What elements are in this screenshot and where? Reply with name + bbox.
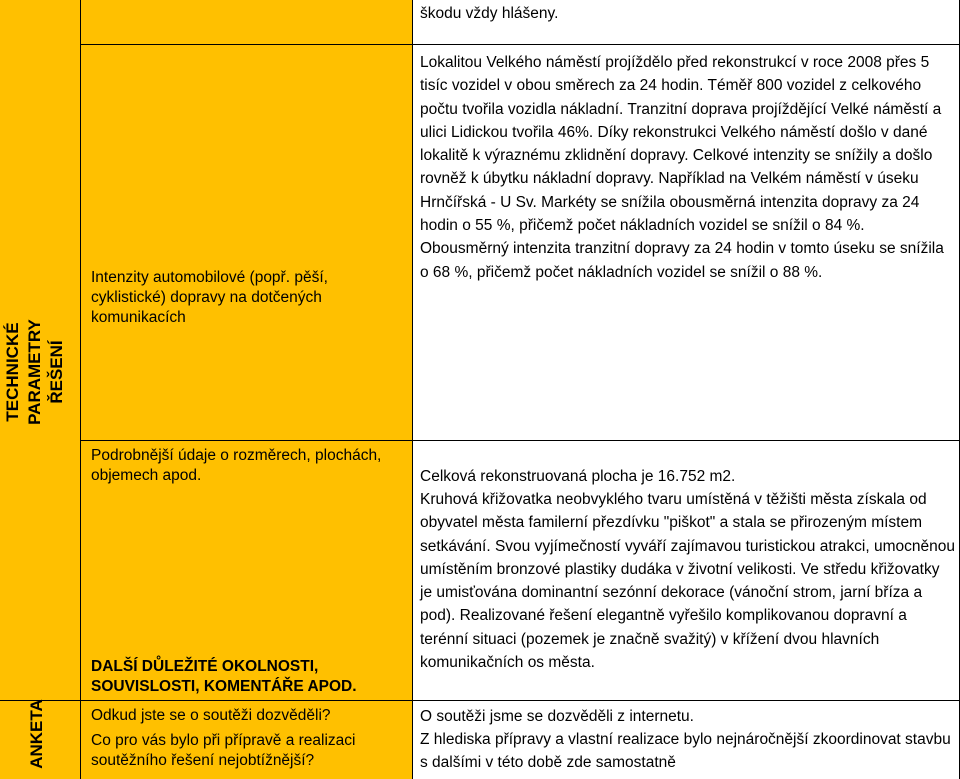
- column-divider: [80, 0, 81, 779]
- row-1-label: Intenzity automobilové (popř. pěší, cyklistické) dopravy na dotčených komunikacích: [91, 269, 328, 326]
- row-divider: [80, 44, 960, 45]
- section-label-technical: TECHNICKÉ PARAMETRY ŘEŠENÍ: [3, 319, 66, 425]
- row-1-value: Lokalitou Velkého náměstí projíždělo před rekonstrukcí v roce 2008 přes 5 tisíc vozidel v obou směrech za 24 hodin. Téměř 800 vozidel z celkového počtu tvořila vozidla nákladní. Tranzitní doprava projíždějící Velké náměstí a ulici Lidickou tvořila 46%. Díky rekonstrukci Velkého náměstí došlo v dané lokalitě k výraznému zklidnění dopravy. Celkové intenzity se snížily a došlo rovněž k úbytku nákladní dopravy. Například na Velkém náměstí v úseku Hrnčířská - U Sv. Markéty se snížila obousměrná intenzita dopravy za 24 hodin o 55 %, přičemž počet nákladních vozidel se snížil o 84 %. Obousměrný intenzita tranzitní dopravy za 24 hodin v tomto úseku se snížila o 68 %, přičemž počet nákladních vozidel se snížil o 88 %.: [420, 54, 944, 281]
- column-divider: [412, 0, 413, 779]
- row-divider: [0, 700, 960, 701]
- row-0-value: škodu vždy hlášeny.: [420, 5, 559, 22]
- row-5-value: Z hlediska přípravy a vlastní realizace bylo nejnáročnější zkoordinovat stavbu s dalšími v této době zde samostatně: [420, 731, 951, 772]
- row-3-label: DALŠÍ DŮLEŽITÉ OKOLNOSTI, SOUVISLOSTI, KOMENTÁŘE APOD.: [91, 658, 357, 695]
- section-label-survey: ANKETA: [27, 699, 46, 769]
- row-3-value: Kruhová křižovatka neobvyklého tvaru umístěná v těžišti města získala od obyvatel města familerní přezdívku "piškot" a stala se přirozeným místem setkávání. Svou vyjímečností vyváří zajímavou turistickou atrakci, umocněnou umístěním bronzové plastiky dudáka v životní velikosti. Ve středu křižovatky je umisťována dominantní sezónní dekorace (vánoční strom, jarní bříza a pod). Realizované řešení elegantně vyřešilo komplikovanou dopravní a terénní situaci (pozemek je značně svažitý) v křížení dvou hlavních komunikačních os města.: [420, 491, 955, 672]
- row-4-value: O soutěži jsme se dozvěděli z internetu.: [420, 708, 694, 725]
- row-2-value: Celková rekonstruovaná plocha je 16.752 m2.: [420, 468, 736, 485]
- row-divider: [80, 440, 960, 441]
- row-4-label: Odkud jste se o soutěži dozvěděli?: [91, 707, 331, 724]
- row-2-label: Podrobnější údaje o rozměrech, plochách, objemech apod.: [91, 447, 382, 484]
- row-5-label: Co pro vás bylo při přípravě a realizaci soutěžního řešení nejobtížnější?: [91, 732, 356, 769]
